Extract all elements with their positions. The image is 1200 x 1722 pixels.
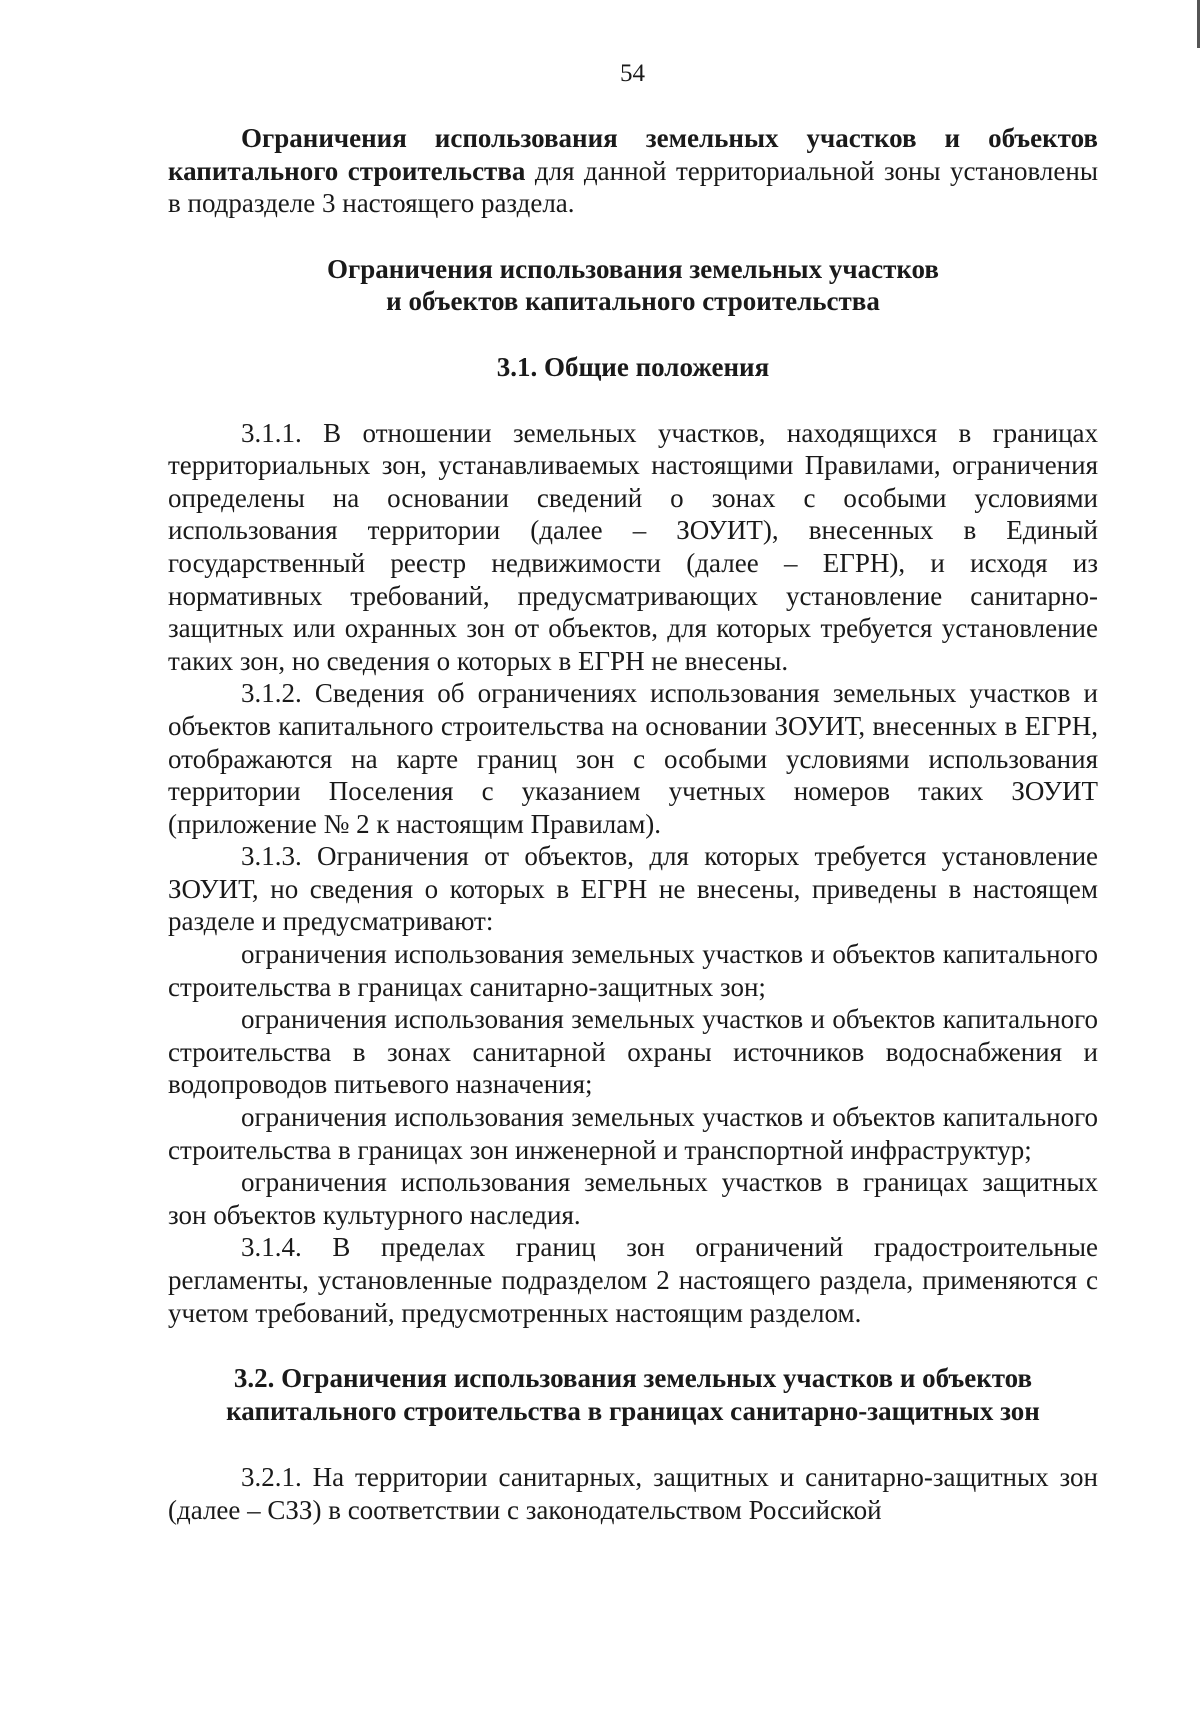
paragraph-3-1-2: 3.1.2. Сведения об ограничениях использования земельных участков и объектов капитального строительства на основании ЗОУИТ, внесенных в ЕГРН, отображаются на карте границ зон с особыми условиями использования территории Поселения с указанием учетных номеров таких ЗОУИТ (приложение № 2 к настоящим Правилам). bbox=[168, 678, 1098, 839]
subsection-3-1-title: 3.1. Общие положения bbox=[496, 351, 770, 382]
list-item-water-protection: ограничения использования земельных участков и объектов капитального строительства в зонах санитарной охраны источников водоснабжения и водопроводов питьевого назначения; bbox=[168, 1004, 1098, 1100]
intro-bold-text: Ограничения использования земельных участков и объектов капитального строительства bbox=[168, 123, 1098, 186]
list-item-cultural-heritage: ограничения использования земельных участков в границах защитных зон объектов культурного наследия. bbox=[168, 1167, 1098, 1230]
page-content bbox=[168, 122, 1098, 1527]
paragraph-3-2-1: 3.2.1. На территории санитарных, защитных и санитарно-защитных зон (далее – СЗЗ) в соответствии с законодательством Российской bbox=[168, 1462, 1098, 1525]
subsection-3-2-title bbox=[168, 1362, 1098, 1427]
subsection-3-2-title-line1: 3.2. Ограничения использования земельных участков и объектов bbox=[233, 1363, 1033, 1394]
intro-normal-text: для данной территориальной зоны установлены в подразделе 3 настоящего раздела. bbox=[168, 155, 1098, 219]
section-heading-line2: и объектов капитального строительства bbox=[386, 286, 880, 317]
paragraph-3-1-1: 3.1.1. В отношении земельных участков, находящихся в границах территориальных зон, устанавливаемых настоящими Правилами, ограничения определены на основании сведений о зонах с особыми условиями использования территории (далее – ЗОУИТ), внесенных в Единый государственный реестр недвижимости (далее – ЕГРН), и исходя из нормативных требований, предусматривающих установление санитарно-защитных или охранных зон от объектов, для которых требуется установление таких зон, но сведения о которых в ЕГРН не внесены. bbox=[168, 417, 1098, 676]
paragraph-3-1-4: 3.1.4. В пределах границ зон ограничений градостроительные регламенты, установленные подразделом 2 настоящего раздела, применяются с учетом требований, предусмотренных настоящим разделом. bbox=[168, 1232, 1098, 1328]
subsection-3-2-title-line2: капитального строительства в границах санитарно-защитных зон bbox=[226, 1395, 1040, 1426]
list-item-infrastructure: ограничения использования земельных участков и объектов капитального строительства в границах зон инженерной и транспортной инфраструктур; bbox=[168, 1102, 1098, 1165]
list-item-sanitary-zones: ограничения использования земельных участков и объектов капитального строительства в границах санитарно-защитных зон; bbox=[168, 939, 1098, 1002]
intro-paragraph bbox=[168, 122, 1098, 220]
page-number: 54 bbox=[620, 60, 645, 87]
section-heading-line1: Ограничения использования земельных участков bbox=[327, 253, 939, 284]
section-heading bbox=[168, 253, 1098, 318]
paragraph-3-1-3: 3.1.3. Ограничения от объектов, для которых требуется установление ЗОУИТ, но сведения о которых в ЕГРН не внесены, приведены в настоящем разделе и предусматривают: bbox=[168, 841, 1098, 937]
